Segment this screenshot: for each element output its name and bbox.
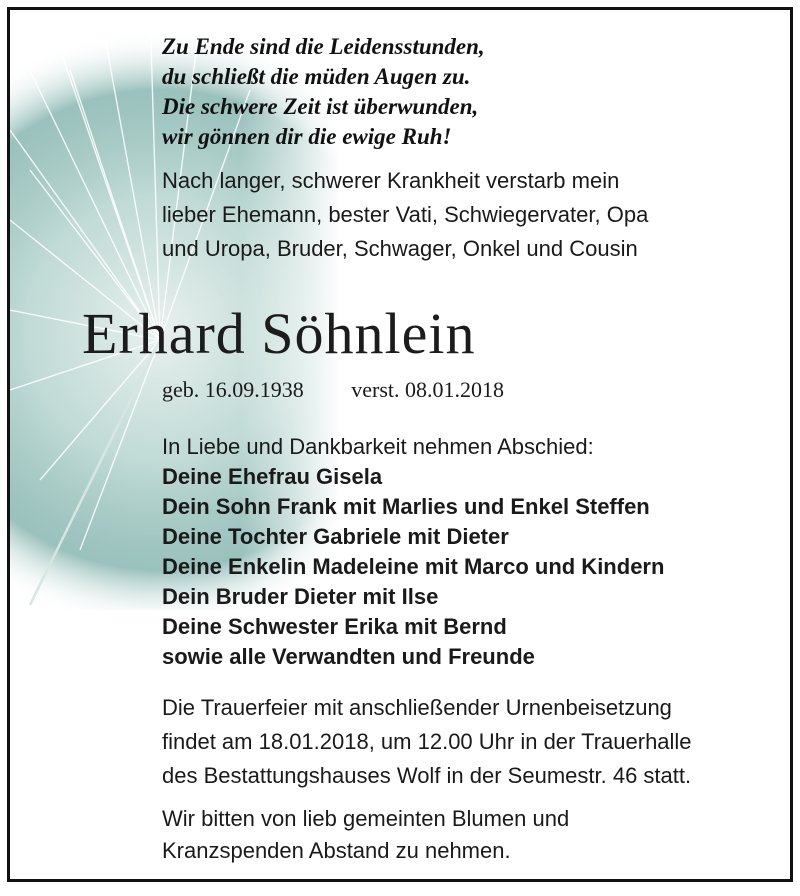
obituary-notice [7,7,793,882]
ceremony-line: findet am 18.01.2018, um 12.00 Uhr in der Trauerhalle [162,729,692,754]
deceased-name: Erhard Söhnlein [82,301,476,366]
intro-line: lieber Ehemann, bester Vati, Schwiegervater, Opa [162,202,649,227]
text-block [162,32,770,266]
mourner-item: Deine Schwester Erika mit Bernd [162,614,507,639]
intro-line: Nach langer, schwerer Krankheit verstarb mein [162,168,620,193]
mourner-item: Dein Sohn Frank mit Marlies und Enkel Steffen [162,494,650,519]
mourners-list [162,462,664,672]
death-announcement [162,164,770,266]
request-line: Kranzspenden Abstand zu nehmen. [162,838,511,863]
mourner-item: Deine Tochter Gabriele mit Dieter [162,524,509,549]
flower-request [162,803,569,867]
mourner-item: Dein Bruder Dieter mit Ilse [162,584,439,609]
poem-line: Zu Ende sind die Leidensstunden, [162,34,485,59]
mourners-lead: In Liebe und Dankbarkeit nehmen Abschied: [162,434,594,459]
memorial-poem [162,32,770,152]
funeral-details [162,691,692,793]
birth-date: geb. 16.09.1938 [162,377,304,402]
ceremony-line: Die Trauerfeier mit anschließender Urnenbeisetzung [162,695,672,720]
request-line: Wir bitten von lieb gemeinten Blumen und [162,806,570,831]
death-date: verst. 08.01.2018 [351,377,505,402]
life-dates [162,377,504,403]
mourner-item: Deine Enkelin Madeleine mit Marco und Kindern [162,554,665,579]
poem-line: Die schwere Zeit ist überwunden, [162,94,479,119]
mourners-section [162,432,664,672]
poem-line: du schließt die müden Augen zu. [162,64,471,89]
intro-line: und Uropa, Bruder, Schwager, Onkel und Cousin [162,236,638,261]
ceremony-line: des Bestattungshauses Wolf in der Seumestr. 46 statt. [162,763,692,788]
mourner-item: Deine Ehefrau Gisela [162,464,383,489]
mourner-item: sowie alle Verwandten und Freunde [162,644,535,669]
poem-line: wir gönnen dir die ewige Ruh! [162,124,452,149]
